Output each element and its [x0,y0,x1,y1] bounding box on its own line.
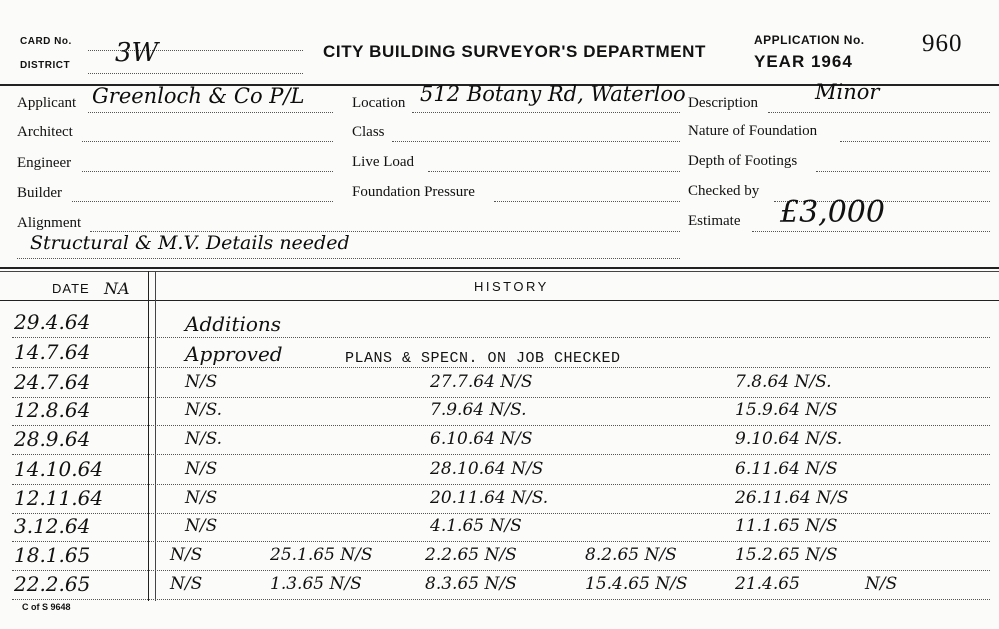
history-entry: 15.4.65 N/S [585,574,688,594]
engineer-label: Engineer [17,155,72,171]
application-no-value: 960 [922,30,963,57]
foundation-pressure-label: Foundation Pressure [352,184,475,200]
history-entry: 27.7.64 N/S [430,372,533,392]
applicant-label: Applicant [17,95,77,111]
history-date: 28.9.64 [14,427,91,451]
history-entry: N/S [185,459,218,479]
builder-line [72,201,333,202]
history-entry: 26.11.64 N/S [735,488,849,508]
history-row-rule [12,484,990,485]
year-label: YEAR 1964 [754,52,853,71]
history-entry: 25.1.65 N/S [270,545,373,565]
history-date: 18.1.65 [14,543,91,567]
estimate-label: Estimate [688,213,741,229]
location-label: Location [352,95,406,111]
district-line [88,73,303,74]
depth-line [816,171,990,172]
history-entry: 11.1.65 N/S [735,516,838,536]
history-date: 24.7.64 [14,370,91,394]
history-entry: N/S. [185,429,223,449]
live-load-line [428,171,680,172]
history-entry: Additions [185,312,282,336]
history-entry: N/S [865,574,898,594]
date-column-divider [148,271,149,601]
history-entry: 15.9.64 N/S [735,400,838,420]
alignment-note: Structural & M.V. Details needed [30,232,350,254]
history-entry: 4.1.65 N/S [430,516,522,536]
nature-of-foundation-label: Nature of Foundation [688,123,818,139]
history-date: 14.7.64 [14,340,91,364]
history-entry: 15.2.65 N/S [735,545,838,565]
form-code: C of S 9648 [22,602,71,612]
history-entry: 6.11.64 N/S [735,459,838,479]
history-entry: Approved [185,342,283,366]
engineer-line [82,171,333,172]
location-line [412,112,680,113]
history-row-rule [12,599,990,600]
history-entry: 9.10.64 N/S. [735,429,843,449]
history-header-rule [0,300,999,301]
history-entry: 20.11.64 N/S. [430,488,549,508]
history-date: 3.12.64 [14,514,91,538]
description-line [768,112,990,113]
history-date: 12.8.64 [14,398,91,422]
history-entry: 7.9.64 N/S. [430,400,527,420]
estimate-line [752,231,990,232]
history-entry: 2.2.65 N/S [425,545,517,565]
history-row-rule [12,397,990,398]
history-entry: 7.8.64 N/S. [735,372,832,392]
history-date: 12.11.64 [14,486,104,510]
description-label: Description [688,95,758,111]
card-no-label: CARD No. [20,36,72,47]
plans-checked-stamp: PLANS & SPECN. ON JOB CHECKED [345,350,621,367]
history-row-rule [12,337,990,338]
district-value: 3W [115,38,159,68]
class-line [392,141,680,142]
history-entry: N/S. [185,400,223,420]
architect-label: Architect [17,124,73,140]
history-date: 22.2.65 [14,572,91,596]
history-row-rule [12,541,990,542]
history-entry: N/S [170,574,203,594]
alignment-label: Alignment [17,215,82,231]
history-column-header: HISTORY [474,279,549,294]
note-line [17,258,680,259]
description-value: Minor [815,80,880,104]
depth-of-footings-label: Depth of Footings [688,153,798,169]
history-entry: 8.2.65 N/S [585,545,677,565]
applicant-line [88,112,333,113]
district-label: DISTRICT [20,60,71,71]
history-date: 14.10.64 [14,457,104,481]
history-entry: 6.10.64 N/S [430,429,533,449]
history-row-rule [12,454,990,455]
history-top-rule [0,267,999,269]
history-entry: N/S [185,488,218,508]
application-no-label: APPLICATION No. [754,33,865,47]
history-entry: 1.3.65 N/S [270,574,362,594]
history-row-rule [12,570,990,571]
architect-line [82,141,333,142]
date-column-divider-2 [155,271,156,601]
history-entry: 21.4.65 [735,574,800,594]
history-entry: 8.3.65 N/S [425,574,517,594]
class-label: Class [352,124,385,140]
history-entry: N/S [185,372,218,392]
location-value: 512 Botany Rd, Waterloo [420,82,686,106]
department-title: CITY BUILDING SURVEYOR'S DEPARTMENT [323,42,707,61]
live-load-label: Live Load [352,154,415,170]
history-date: 29.4.64 [14,310,91,334]
nature-line [840,141,990,142]
checked-by-label: Checked by [688,183,760,199]
history-row-rule [12,425,990,426]
foundation-pressure-line [494,201,680,202]
history-entry: N/S [170,545,203,565]
estimate-value: £3,000 [780,195,885,230]
date-column-header: DATE [52,281,90,296]
history-row-rule [12,367,990,368]
date-header-note: NA [104,279,130,298]
builder-label: Builder [17,185,62,201]
history-row-rule [12,513,990,514]
applicant-value: Greenloch & Co P/L [92,84,305,108]
history-top-rule-2 [0,271,999,272]
history-entry: N/S [185,516,218,536]
history-entry: 28.10.64 N/S [430,459,544,479]
